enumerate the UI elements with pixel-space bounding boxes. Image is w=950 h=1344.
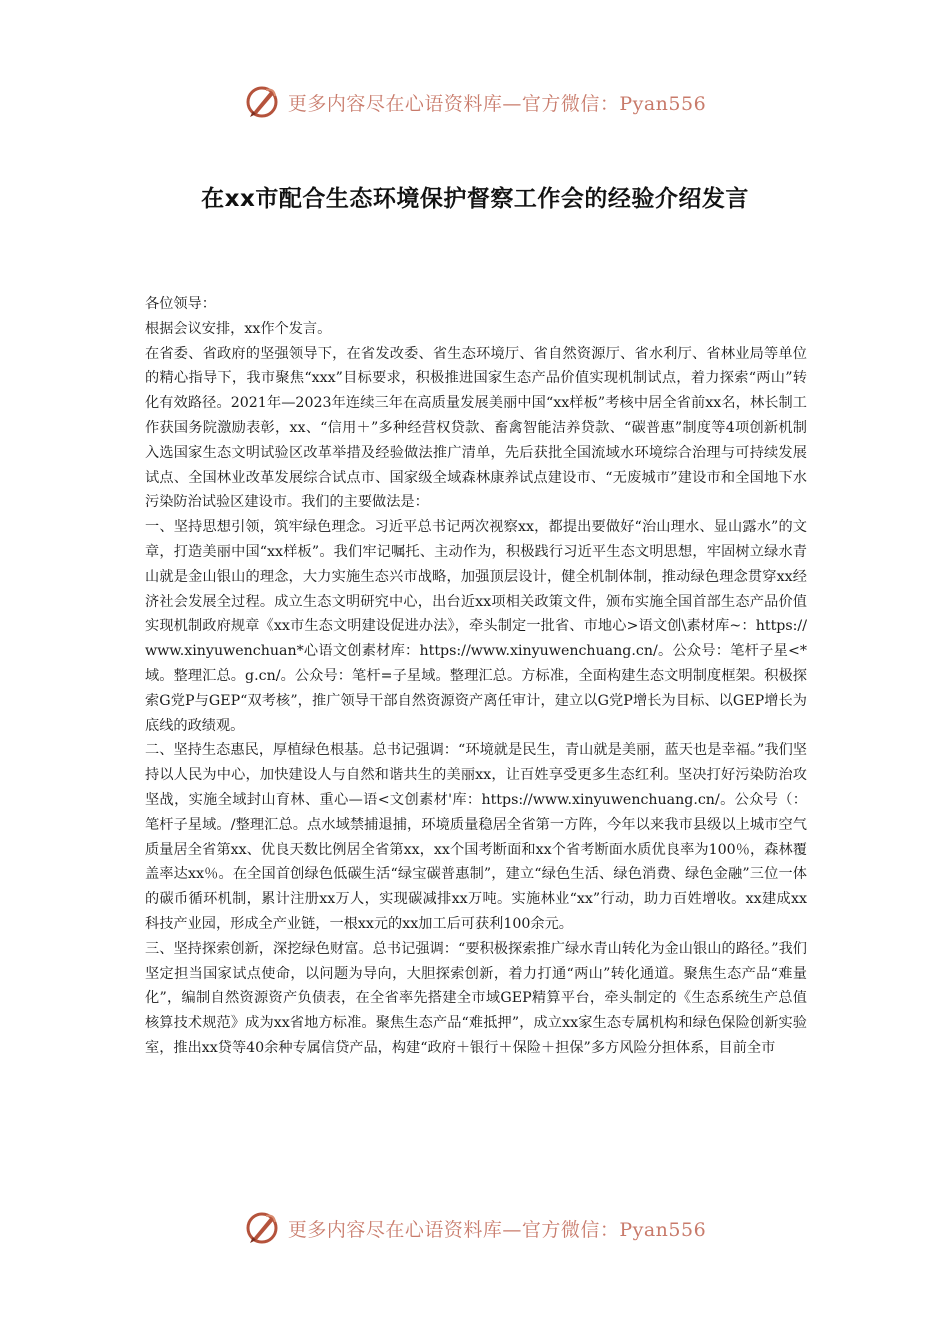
intro-paragraph: 在省委、省政府的坚强领导下，在省发改委、省生态环境厅、省自然资源厅、省水利厅、省林业局等单位的精心指导下，我市聚焦“xxx”目标要求，积极推进国家生态产品价值实现机制试点，着力探索“两山”转化有效路径。2021年—2023年连续三年在高质量发展美丽中国“xx样板”考核中居全省前xx名，林长制工作获国务院激励表彰，xx、“信用＋”多种经营权贷款、畜禽智能洁养贷款、“碳普惠”制度等4项创新机制入选国家生态文明试验区改革举措及经验做法推广清单，先后获批全国流域水环境综合治理与可持续发展试点、全国林业改革发展综合试点市、国家级全域森林康养试点建设市、“无废城市”建设市和全国地下水污染防治试验区建设市。我们的主要做法是： [145, 345, 807, 511]
salutation: 各位领导： [145, 296, 216, 312]
pen-logo-icon [244, 84, 280, 120]
watermark-text: 更多内容尽在心语资料库—官方微信：Pyan556 [287, 92, 707, 115]
section-1-paragraph: 一、坚持思想引领，筑牢绿色理念。习近平总书记两次视察xx，都提出要做好“治山理水、显山露水”的文章，打造美丽中国“xx样板”。我们牢记嘱托、主动作为，积极践行习近平生态文明思想，牢固树立绿水青山就是金山银山的理念，大力实施生态兴市战略，加强顶层设计，健全机制体制，推动绿色理念贯穿xx经济社会发展全过程。成立生态文明研究中心，出台近xx项相关政策文件，颁布实施全国首部生态产品价值实现机制政府规章《xx市生态文明建设促进办法》，牵头制定一批省、市地心>语文创\素材库~：https://www.xinyuwenchuan*心语文创素材库：https://www.xinyuwenchuang.cn/。公众号：笔杆子星<*域。整理汇总。g.cn/。公众号：笔杆=子星域。整理汇总。方标准，全面构建生态文明制度框架。积极探索G党P与GEP“双考核”，推广领导干部自然资源资产离任审计，建立以G党P增长为目标、以GEP增长为底线的政绩观。 [145, 519, 807, 734]
opening-line: 根据会议安排，xx作个发言。 [145, 320, 332, 337]
watermark-header [0, 84, 950, 120]
watermark-text: 更多内容尽在心语资料库—官方微信：Pyan556 [287, 1218, 707, 1241]
pen-logo-icon [244, 1210, 280, 1246]
section-2-paragraph: 二、坚持生态惠民，厚植绿色根基。总书记强调：“环境就是民生，青山就是美丽，蓝天也是幸福。”我们坚持以人民为中心，加快建设人与自然和谐共生的美丽xx，让百姓享受更多生态红利。坚决打好污染防治攻坚战，实施全域封山育林、重心—语<文创素材'库：https://www.xinyuwenchuang.cn/。公众号（：笔杆子星域。/整理汇总。点水域禁捕退捕，环境质量稳居全省第一方阵，今年以来我市县级以上城市空气质量居全省第xx、优良天数比例居全省第xx，xx个国考断面和xx个省考断面水质优良率为100％，森林覆盖率达xx％。在全国首创绿色低碳生活“绿宝碳普惠制”，建立“绿色生活、绿色消费、绿色金融”三位一体的碳币循环机制，累计注册xx万人，实现碳减排xx万吨。实施林业“xx”行动，助力百姓增收。xx建成xx科技产业园，形成全产业链，一根xx元的xx加工后可获利100余元。 [145, 742, 807, 932]
document-body [145, 292, 807, 1061]
watermark-footer [0, 1210, 950, 1246]
section-3-paragraph: 三、坚持探索创新，深挖绿色财富。总书记强调：“要积极探索推广绿水青山转化为金山银山的路径。”我们坚定担当国家试点使命，以问题为导向，大胆探索创新，着力打通“两山”转化通道。聚焦生态产品“难量化”，编制自然资源资产负债表，在全省率先搭建全市域GEP精算平台，牵头制定的《生态系统生产总值核算技术规范》成为xx省地方标准。聚焦生态产品“难抵押”，成立xx家生态专属机构和绿色保险创新实验室，推出xx贷等40余种专属信贷产品，构建“政府＋银行＋保险＋担保”多方风险分担体系，目前全市 [145, 940, 807, 1056]
document-title: 在xx市配合生态环境保护督察工作会的经验介绍发言 [201, 186, 749, 212]
